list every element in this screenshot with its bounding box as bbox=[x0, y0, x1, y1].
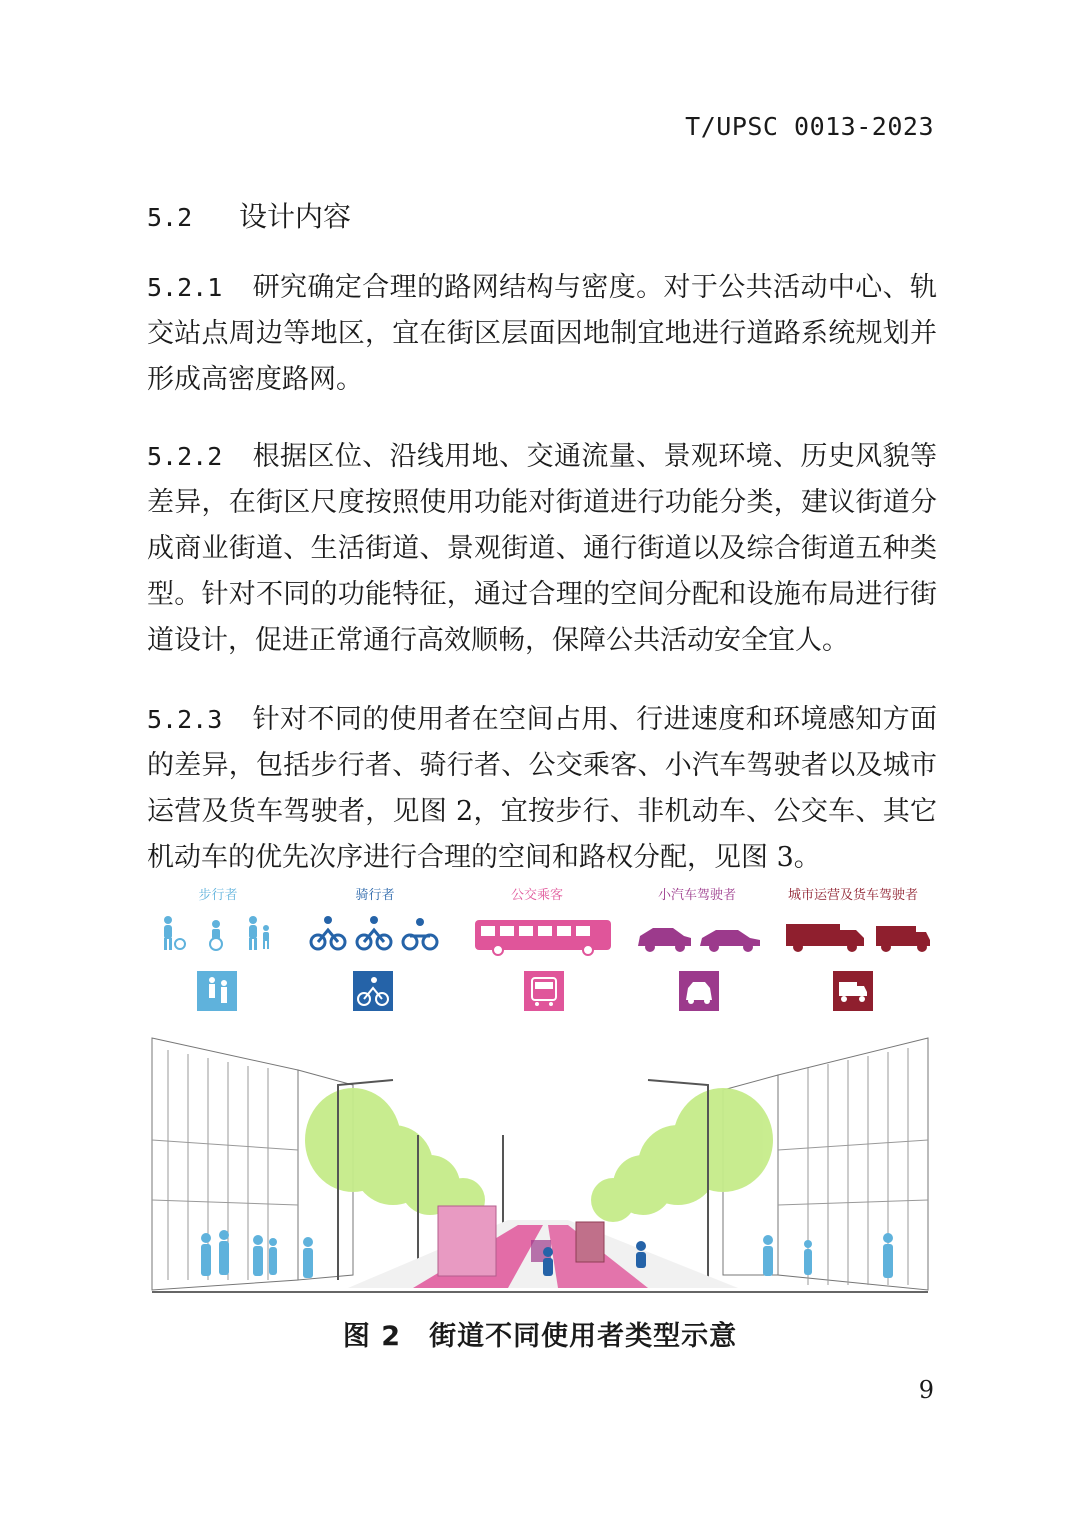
cyclist-silhouettes-icon bbox=[311, 916, 437, 949]
car-sign-icon bbox=[679, 971, 719, 1011]
truck-sign-icon bbox=[833, 971, 873, 1011]
bus-silhouette-icon bbox=[475, 920, 611, 955]
pedestrian-sign-icon bbox=[197, 971, 237, 1011]
paragraph-number: 5.2.2 bbox=[147, 442, 223, 471]
street-scene bbox=[152, 1038, 928, 1292]
street-users-figure bbox=[148, 880, 932, 1300]
bus-sign-icon bbox=[524, 971, 564, 1011]
paragraph-text: 研究确定合理的路网结构与密度。对于公共活动中心、轨交站点周边等地区，宜在街区层面因地制宜地进行道路系统规划并形成高密度路网。 bbox=[147, 272, 937, 395]
category-label-truck-driver: 城市运营及货车驾驶者 bbox=[787, 888, 918, 903]
category-label-bus-passenger: 公交乘客 bbox=[510, 888, 563, 903]
category-label-cyclist: 骑行者 bbox=[355, 888, 395, 903]
cyclist-sign-icon bbox=[353, 971, 393, 1011]
pedestrian-silhouettes-icon bbox=[164, 916, 269, 950]
car-silhouettes-icon bbox=[638, 928, 760, 952]
figure-illustration bbox=[148, 880, 932, 1300]
document-code: T/UPSC 0013-2023 bbox=[685, 112, 934, 141]
figure-caption: 图 2 街道不同使用者类型示意 bbox=[342, 1321, 738, 1352]
paragraph-5-2-2 bbox=[147, 434, 937, 664]
paragraph-number: 5.2.3 bbox=[147, 705, 223, 734]
section-title-text: 设计内容 bbox=[239, 200, 352, 233]
paragraph-text: 针对不同的使用者在空间占用、行进速度和环境感知方面的差异，包括步行者、骑行者、公交乘客、小汽车驾驶者以及城市运营及货车驾驶者，见图 2，宜按步行、非机动车、公交车、其它机动车的优先次序进行合理的空间和路权分配，见图 3。 bbox=[147, 704, 937, 873]
section-number: 5.2 bbox=[147, 203, 193, 232]
category-label-car-driver: 小汽车驾驶者 bbox=[657, 888, 736, 903]
paragraph-5-2-1 bbox=[147, 265, 937, 403]
category-label-pedestrian: 步行者 bbox=[198, 888, 238, 903]
paragraph-text: 根据区位、沿线用地、交通流量、景观环境、历史风貌等差异，在街区尺度按照使用功能对街道进行功能分类，建议街道分成商业街道、生活街道、景观街道、通行街道以及综合街道五种类型。针对不同的功能特征，通过合理的空间分配和设施布局进行街道设计，促进正常通行高效顺畅，保障公共活动安全宜人。 bbox=[147, 441, 937, 656]
paragraph-number: 5.2.1 bbox=[147, 273, 223, 302]
truck-silhouettes-icon bbox=[786, 924, 930, 952]
section-heading bbox=[147, 195, 351, 235]
paragraph-5-2-3 bbox=[147, 697, 937, 881]
page-number: 9 bbox=[918, 1376, 934, 1404]
